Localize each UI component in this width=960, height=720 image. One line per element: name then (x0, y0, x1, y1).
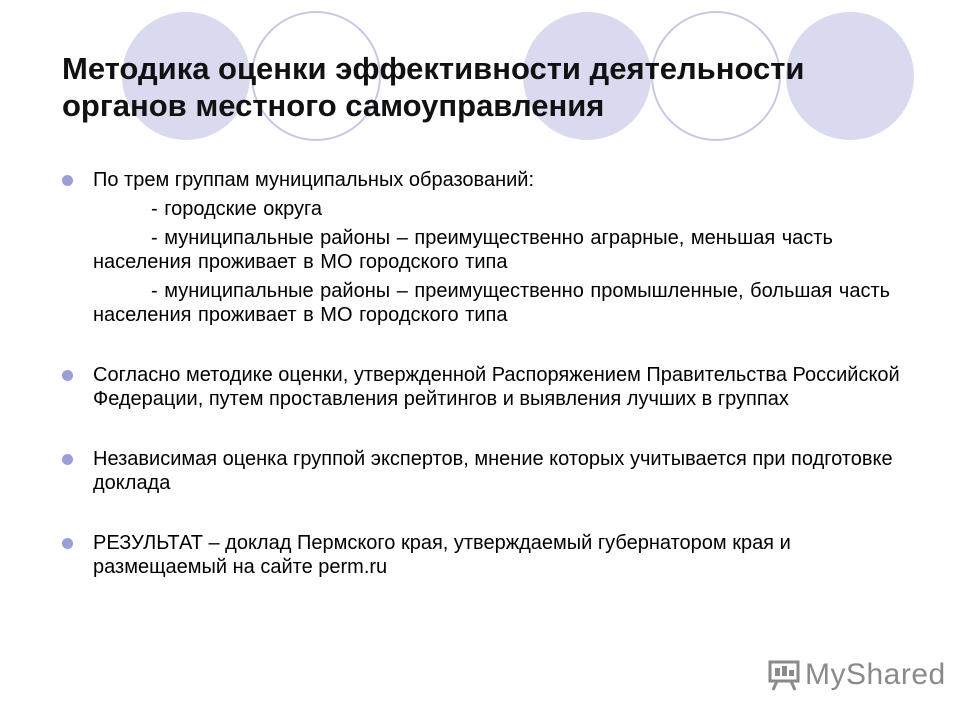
slide-title (62, 50, 922, 124)
bullet-item (62, 447, 902, 495)
bullet-dot-icon (62, 175, 73, 186)
bullet-dot-icon (62, 454, 73, 465)
logo-text: MyShared (805, 658, 946, 691)
bullet-dot-icon (62, 370, 73, 381)
bullet-text: По трем группам муниципальных образований: (93, 169, 535, 191)
bullet-item (62, 168, 902, 327)
myshared-logo (767, 655, 946, 695)
bullet-item (62, 363, 902, 411)
slide-title-line: Методика оценки эффективности деятельности (62, 51, 805, 86)
bullet-list (62, 168, 902, 579)
sub-item: - муниципальные районы – преимущественно промышленные, большая часть населения проживает в МО городского типа (93, 280, 891, 326)
bullet-item (62, 531, 902, 579)
presentation-board-icon (767, 658, 801, 692)
bullet-dot-icon (62, 538, 73, 549)
bullet-text: РЕЗУЛЬТАТ – доклад Пермского края, утверждаемый губернатором края и размещаемый на сайте perm.ru (93, 532, 791, 578)
sub-item: - муниципальные районы – преимущественно аграрные, меньшая часть населения проживает в МО городского типа (93, 227, 833, 273)
bullet-text: Согласно методике оценки, утвержденной Распоряжением Правительства Российской Федерации, путем проставления рейтингов и выявления лучших в группах (93, 364, 900, 410)
bullet-text: Независимая оценка группой экспертов, мнение которых учитывается при подготовке доклада (93, 448, 893, 494)
slide-title-line: органов местного самоуправления (62, 88, 605, 123)
sub-item: - городские округа (151, 198, 323, 220)
